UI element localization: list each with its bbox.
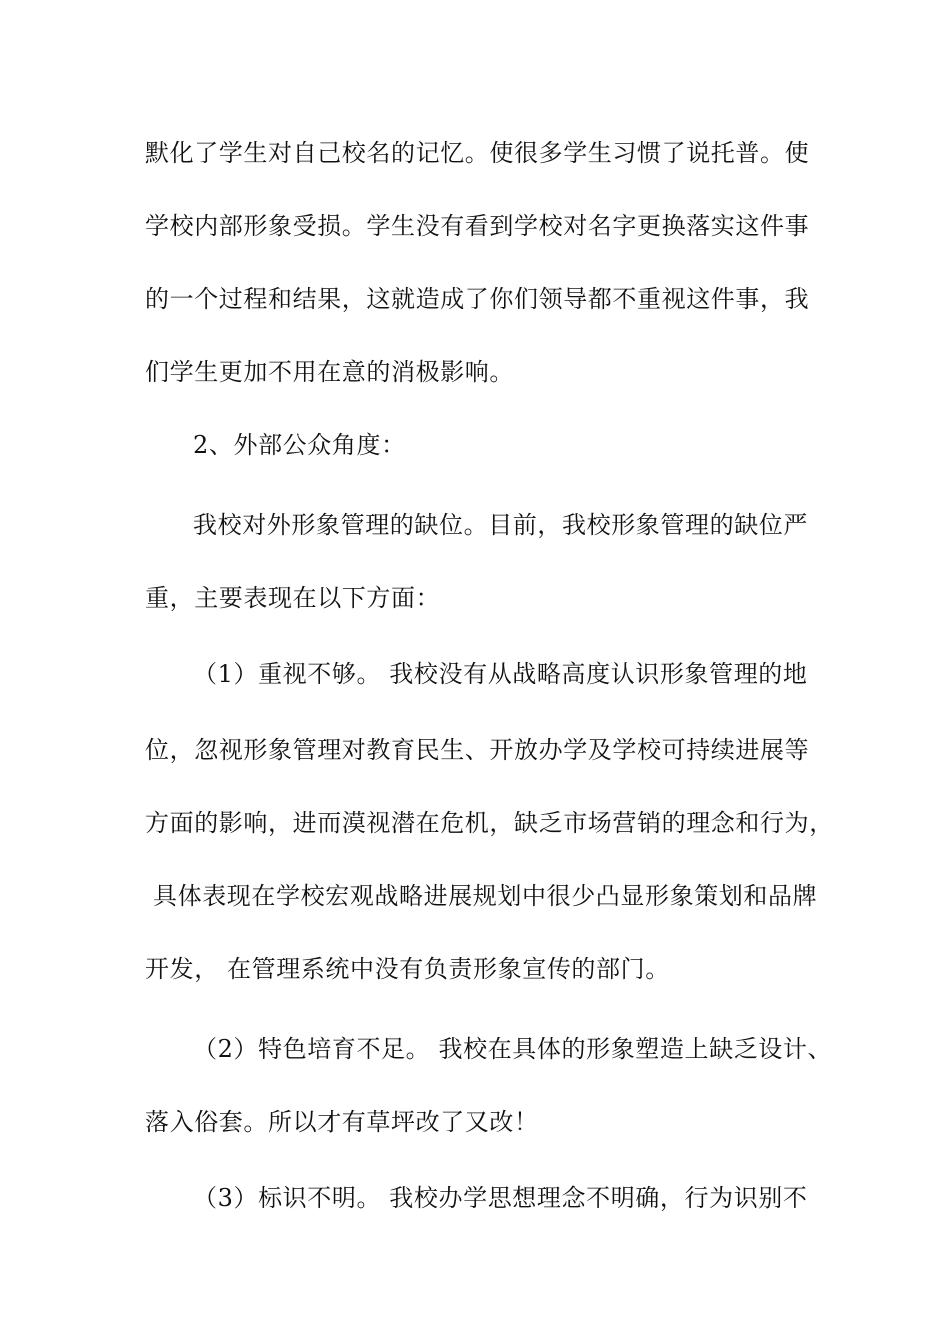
paragraph-line: 学校内部形象受损。学生没有看到学校对名字更换落实这件事 [145,212,810,240]
section-heading: 2、外部公众角度： [193,431,406,459]
list-item-heading: （3）标识不明。 我校办学思想理念不明确，行为识别不 [193,1184,808,1212]
paragraph-line: 开发， 在管理系统中没有负责形象宣传的部门。 [145,955,670,983]
paragraph-line: 默化了学生对自己校名的记忆。使很多学生习惯了说托普。使 [145,139,810,167]
paragraph-line: 重，主要表现在以下方面： [145,584,441,612]
paragraph-line: 落入俗套。所以才有草坪改了又改！ [145,1108,539,1136]
paragraph-line: 方面的影响，进而漠视潜在危机，缺乏市场营销的理念和行为， [145,809,834,837]
paragraph-line: 我校对外形象管理的缺位。目前，我校形象管理的缺位严 [193,511,808,539]
paragraph-line: 们学生更加不用在意的消极影响。 [145,358,514,386]
list-item-heading: （2）特色培育不足。 我校在具体的形象塑造上缺乏设计、 [193,1035,833,1063]
paragraph-line: 具体表现在学校宏观战略进展规划中很少凸显形象策划和品牌 [153,882,818,910]
paragraph-line: 的一个过程和结果，这就造成了你们领导都不重视这件事，我 [145,285,810,313]
list-item-heading: （1）重视不够。 我校没有从战略高度认识形象管理的地 [193,660,808,688]
paragraph-line: 位，忽视形象管理对教育民生、开放办学及学校可持续进展等 [145,736,810,764]
